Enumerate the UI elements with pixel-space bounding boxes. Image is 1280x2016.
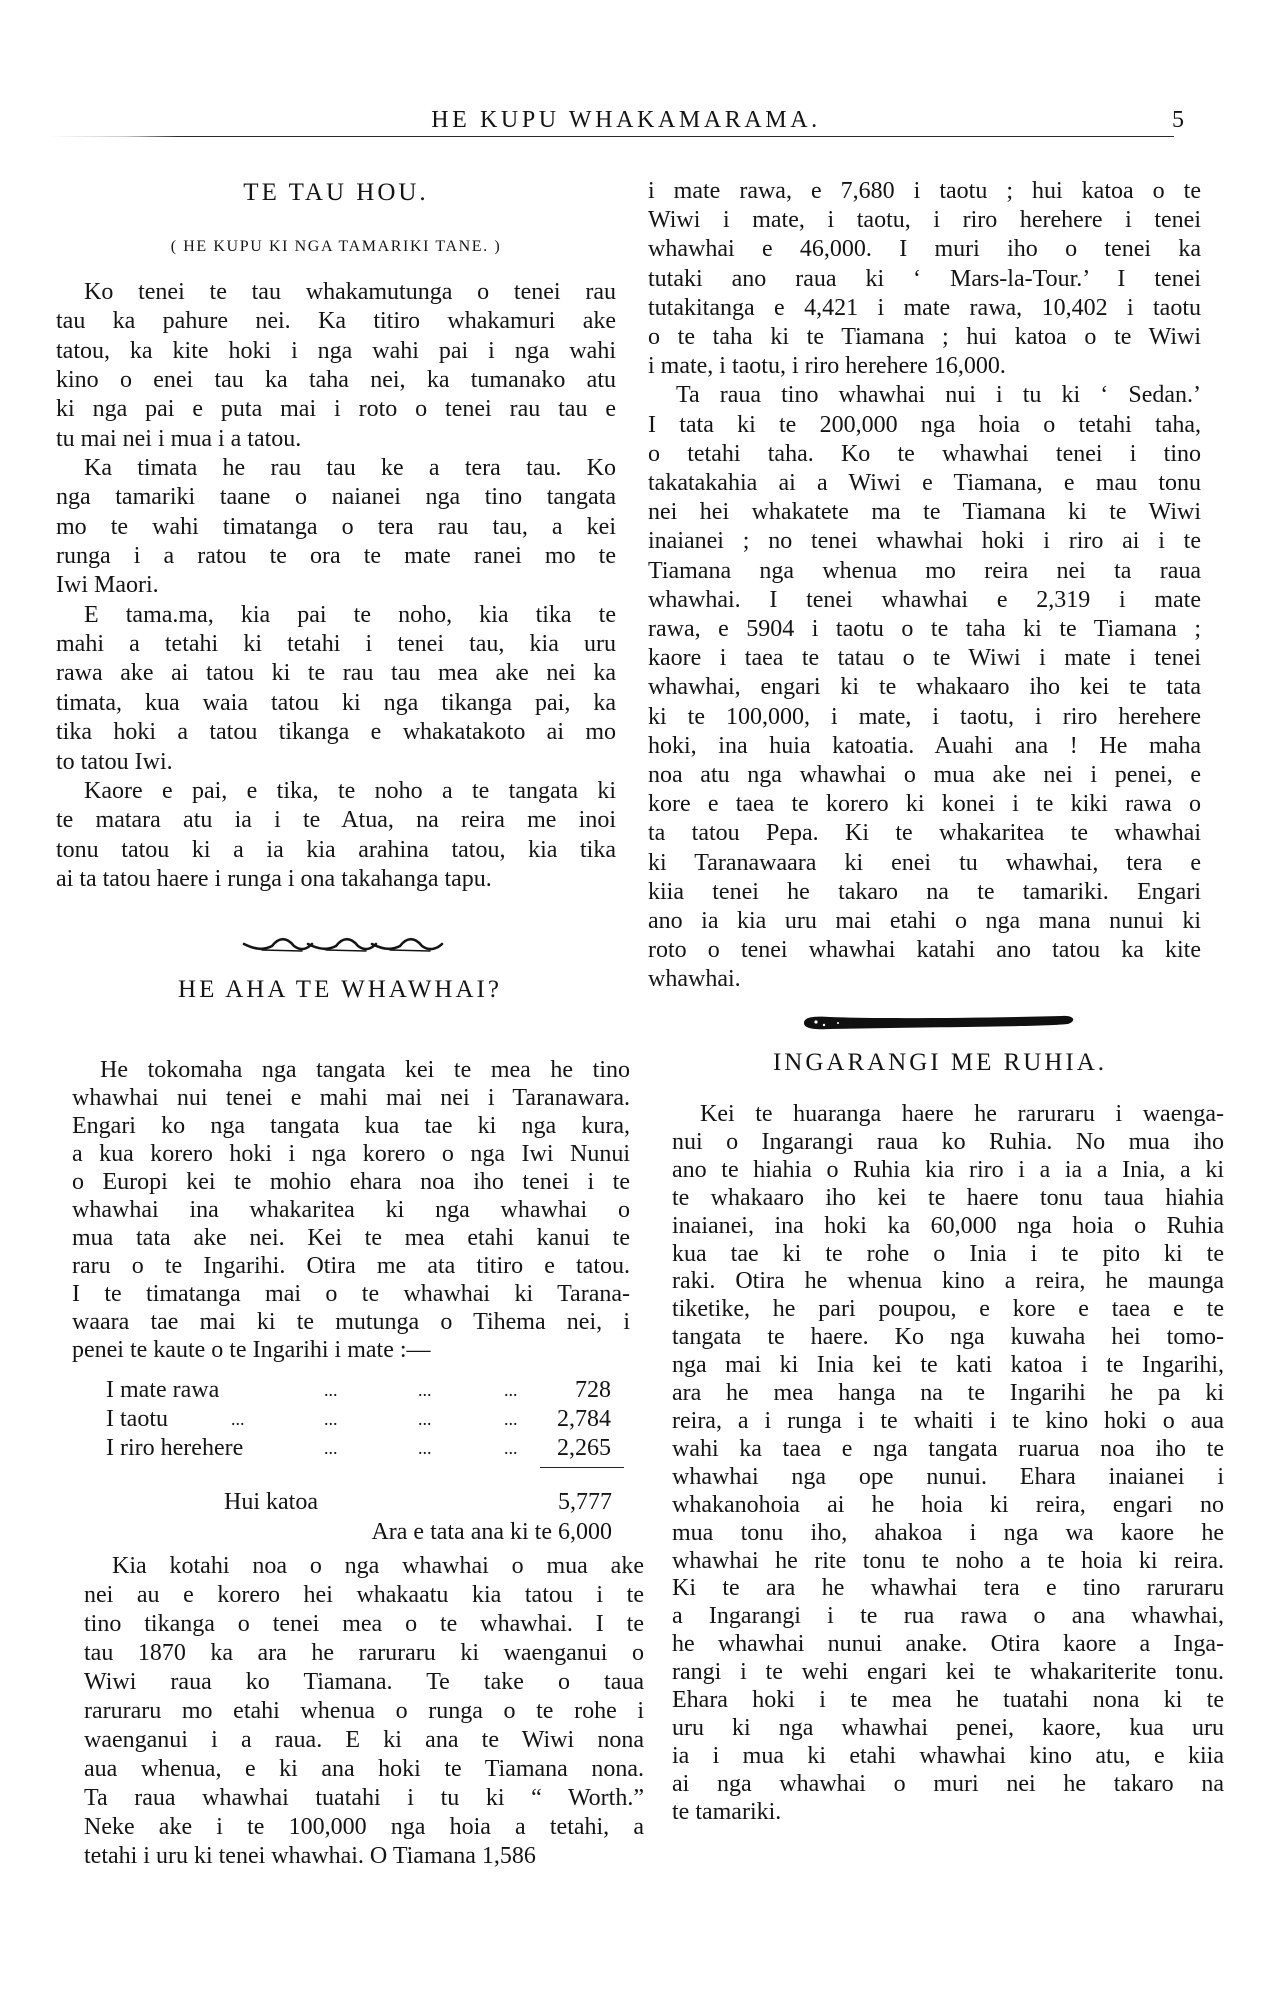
article-body-he-aha-right	[648, 177, 1201, 995]
total-label: Hui katoa	[224, 1489, 318, 1515]
text-line: Tiamana nga whenua mo reira nei ta raua	[648, 557, 1201, 584]
dot-leader: ...	[324, 1409, 338, 1429]
article-subtitle: ( HE KUPU KI NGA TAMARIKI TANE. )	[170, 238, 502, 255]
text-line: roto o tenei whawhai katahi ano tatou ka kite	[648, 937, 1201, 964]
text-line: whakanohoia ai he hoia ki reira, engari no	[672, 1491, 1224, 1518]
text-line: kore e taea te korero ki konei i te kiki rawa o	[648, 791, 1201, 818]
text-line: tutakitanga e 4,421 i mate rawa, 10,402 i taotu	[648, 294, 1201, 321]
text-line: nei hei whakatete ma te Tiamana ki te Wiwi	[648, 499, 1201, 526]
text-line: ki nga pai e puta mai i roto o tenei rau tau e	[56, 396, 616, 423]
dot-leader: ...	[504, 1409, 518, 1429]
dot-leader: ...	[418, 1438, 432, 1458]
text-line: ki Taranawaara ki enei tu whawhai, tera e	[648, 849, 1201, 876]
text-line: noa atu nga whawhai o mua ake nei i penei, e	[648, 762, 1201, 789]
text-line: tonu tatou ki a ia kia arahina tatou, kia tika	[56, 836, 616, 863]
text-line: ano te hiahia o Ruhia kia riro i a ia a Inia, a ki	[672, 1156, 1224, 1183]
text-line: o Europi kei te mohio ehara noa iho tenei i te	[72, 1169, 630, 1195]
text-line: inaianei, ina hoki ka 60,000 nga hoia o Ruhia	[672, 1212, 1224, 1239]
text-line: kaore i taea te tatau o te Wiwi i mate i tenei	[648, 645, 1201, 672]
text-line: hoki, ina huia katoatia. Auahi ana ! He maha	[648, 732, 1201, 759]
header-rule-fade	[48, 136, 178, 139]
text-line: tino tikanga o tenei mea o te whawhai. I te	[84, 1611, 644, 1637]
article-title-te-tau-hou: TE TAU HOU.	[243, 179, 429, 206]
text-line: Kaore e pai, e tika, te noho a te tangata ki	[84, 777, 616, 804]
text-line: uru ki nga whawhai penei, kaore, kua uru	[672, 1714, 1224, 1741]
text-line: nga mai ki Inia kei te kati katoa i te Ingarihi,	[672, 1352, 1224, 1379]
dot-leader: ...	[231, 1409, 245, 1429]
text-line: raruraru mo etahi whenua o runga o te rohe i	[84, 1698, 644, 1724]
article-body-ingarangi	[672, 1101, 1224, 1827]
approx-total: Ara e tata ana ki te 6,000	[371, 1519, 612, 1545]
text-line: Engari ko nga tangata kua tae ki nga kura,	[72, 1113, 630, 1139]
paragraph	[56, 278, 616, 454]
text-line: rangi i te wehi engari kei te whakariterite tonu.	[672, 1659, 1224, 1686]
text-line: wahi ka taea e nga tangata ruarua noa iho te	[672, 1435, 1224, 1462]
text-line: mo te wahi timatanga o tera rau tau, a kei	[56, 513, 616, 540]
casualty-value: 728	[575, 1377, 611, 1403]
text-line: ki te 100,000, i mate, i taotu, i riro herehere	[648, 703, 1201, 730]
dot-leader: ...	[504, 1380, 518, 1400]
text-line: tutaki ano raua ki ‘ Mars-la-Tour.’ I tenei	[648, 265, 1201, 292]
text-line: te whakaaro iho kei te haere tonu taua hiahia	[672, 1184, 1224, 1211]
text-line: runga i a ratou te ora te mate ranei mo te	[56, 543, 616, 570]
text-line: ai ta tatou haere i runga i ona takahanga tapu.	[56, 865, 492, 892]
casualty-label: I mate rawa	[106, 1377, 220, 1403]
article-title-he-aha: HE AHA TE WHAWHAI?	[178, 976, 502, 1003]
text-line: tu mai nei i mua i a tatou.	[56, 425, 302, 452]
text-line: raru o te Ingarihi. Otira me ata titiro e tatou.	[72, 1253, 630, 1279]
text-line: raki. Otira he whenua kino a reira, he maunga	[672, 1268, 1224, 1295]
dot-leader: ...	[324, 1438, 338, 1458]
text-line: i mate, i taotu, i riro herehere 16,000.	[648, 353, 1006, 380]
article-title-ingarangi: INGARANGI ME RUHIA.	[772, 1049, 1108, 1076]
text-line: o tetahi taha. Ko te whawhai tenei i tino	[648, 440, 1201, 467]
text-line: to tatou Iwi.	[56, 748, 173, 775]
rule-ornament-icon	[800, 1013, 1078, 1033]
text-line: kiia tenei he takaro na te tamariki. Engari	[648, 878, 1201, 905]
text-line: Ta raua whawhai tuatahi i tu ki “ Worth.”	[84, 1785, 644, 1811]
casualty-value: 2,784	[557, 1406, 611, 1432]
text-line: o te taha ki te Tiamana ; hui katoa o te Wiwi	[648, 324, 1201, 351]
dot-leader: ...	[418, 1409, 432, 1429]
text-line: tetahi i uru ki tenei whawhai. O Tiamana 1,586	[84, 1843, 536, 1869]
casualty-table	[106, 1376, 611, 1463]
text-line: Ehara hoki i te mea he tuatahi nona ki te	[672, 1687, 1224, 1714]
text-line: ai nga whawhai o muri nei he takaro na	[672, 1770, 1224, 1797]
text-line: te tamariki.	[672, 1798, 782, 1825]
text-line: kua tae ki te rohe o Inia i te pito ki te	[672, 1240, 1224, 1267]
text-line: inaianei ; no tenei whawhai hoki i riro ai i te	[648, 528, 1201, 555]
text-line: mahi a tetahi ki tetahi i tenei tau, kia uru	[56, 631, 616, 658]
text-line: waara tae mai ki te mutunga o Tihema nei, i	[72, 1309, 630, 1335]
dot-leader: ...	[504, 1438, 518, 1458]
text-line: te matara atu ia i te Atua, na reira me inoi	[56, 807, 616, 834]
casualty-value: 2,265	[557, 1435, 611, 1461]
text-line: whawhai nga ope nunui. Ehara inaianei i	[672, 1463, 1224, 1490]
text-line: takatakahia ai a Wiwi e Tiamana, e mau tonu	[648, 470, 1201, 497]
text-line: whawhai e 46,000. I muri iho o tenei ka	[648, 236, 1201, 263]
text-line: reira, a i runga i te whaiti i te kino hoki o aua	[672, 1407, 1224, 1434]
running-title: HE KUPU WHAKAMARAMA.	[431, 107, 821, 133]
page-number: 5	[1172, 107, 1184, 133]
paragraph	[648, 381, 1201, 994]
text-line: mua tata ake nei. Kei te mea etahi kanui te	[72, 1225, 630, 1251]
wave-ornament-icon	[242, 930, 444, 956]
paragraph	[84, 1552, 644, 1871]
paragraph	[56, 777, 616, 894]
text-line: He tokomaha nga tangata kei te mea he tino	[100, 1057, 630, 1083]
text-line: tiketike, he pari poupou, e kore e taea e te	[672, 1296, 1224, 1323]
text-line: whawhai. I tenei whawhai e 2,319 i mate	[648, 586, 1201, 613]
casualty-row	[106, 1405, 611, 1434]
paragraph	[672, 1101, 1224, 1827]
text-line: nei au e korero hei whakaatu kia tatou i te	[84, 1582, 644, 1608]
text-line: tatou, ka kite hoki i nga wahi pai i nga wahi	[56, 337, 616, 364]
text-line: waenganui i a raua. E ki ana te Wiwi nona	[84, 1727, 644, 1753]
text-line: Kia kotahi noa o nga whawhai o mua ake	[112, 1553, 644, 1579]
casualty-row	[106, 1376, 611, 1405]
text-line: whawhai ina whakaritea ki nga whawhai o	[72, 1197, 630, 1223]
header-rule	[48, 136, 1174, 137]
total-value: 5,777	[558, 1489, 612, 1515]
text-line: nga tamariki taane o naianei nga tino tangata	[56, 484, 616, 511]
text-line: tau ka pahure nei. Ka titiro whakamuri ake	[56, 308, 616, 335]
text-line: ano ia kia uru mai etahi o nga mana nunui ki	[648, 908, 1201, 935]
text-line: ia i mua ki etahi whawhai kino atu, e kiia	[672, 1742, 1224, 1769]
text-line: whawhai.	[648, 966, 741, 993]
text-line: tau 1870 ka ara he raruraru ki waenganui o	[84, 1640, 644, 1666]
text-line: he whawhai nunui anake. Otira kaore a Inga-	[672, 1631, 1224, 1658]
text-line: ta tatou Pepa. Ki te whakaritea te whawhai	[648, 820, 1201, 847]
text-line: Ki te ara he whawhai tera e tino raruraru	[672, 1575, 1224, 1602]
text-line: tangata te haere. Ko nga kuwaha hei tomo-	[672, 1324, 1224, 1351]
text-line: I tata ki te 200,000 nga hoia o tetahi taha,	[648, 411, 1201, 438]
text-line: Neke ake i te 100,000 nga hoia a tetahi, a	[84, 1814, 644, 1840]
article-body-he-aha-intro	[72, 1056, 630, 1364]
text-line: whawhai he rite tonu te noho a te hoia ki reira.	[672, 1547, 1224, 1574]
paragraph	[72, 1056, 630, 1364]
text-line: timata, kua waia tatou ki nga tikanga pai, ka	[56, 689, 616, 716]
text-line: rawa, e 5904 i taotu o te taha ki te Tiamana ;	[648, 616, 1201, 643]
text-line: Wiwi raua ko Tiamana. Te take o taua	[84, 1669, 644, 1695]
text-line: whawhai nui tenei e mahi mai nei i Taranawara.	[72, 1085, 630, 1111]
paragraph	[56, 601, 616, 777]
paragraph	[648, 177, 1201, 381]
text-line: Iwi Maori.	[56, 572, 159, 599]
text-line: a kua korero hoki i nga korero o nga Iwi Nunui	[72, 1141, 630, 1167]
text-line: Ta raua tino whawhai nui i tu ki ‘ Sedan.’	[676, 382, 1201, 409]
text-line: aua whenua, e ki ana hoki te Tiamana nona.	[84, 1756, 644, 1782]
casualty-label: I taotu	[106, 1406, 168, 1432]
text-line: nui o Ingarangi raua ko Ruhia. No mua iho	[672, 1128, 1224, 1155]
casualty-row	[106, 1434, 611, 1463]
dot-leader: ...	[418, 1380, 432, 1400]
text-line: a Ingarangi i te rua rawa o ana whawhai,	[672, 1603, 1224, 1630]
text-line: E tama.ma, kia pai te noho, kia tika te	[84, 601, 616, 628]
article-body-he-aha-left	[84, 1552, 644, 1871]
text-line: Ko tenei te tau whakamutunga o tenei rau	[84, 279, 616, 305]
text-line: mua tonu iho, ahakoa i nga wa kaore he	[672, 1519, 1224, 1546]
text-line: penei te kaute o te Ingarihi i mate :—	[72, 1337, 431, 1363]
text-line: Kei te huaranga haere he raruraru i waenga-	[700, 1101, 1224, 1127]
text-line: ara he mea hanga na te Ingarihi he pa ki	[672, 1380, 1224, 1407]
paragraph	[56, 454, 616, 601]
article-body-te-tau-hou	[56, 278, 616, 894]
text-line: i mate rawa, e 7,680 i taotu ; hui katoa o te	[648, 178, 1201, 204]
text-line: Wiwi i mate, i taotu, i riro herehere i tenei	[648, 207, 1201, 234]
casualty-label: I riro herehere	[106, 1435, 244, 1461]
sum-rule	[540, 1467, 624, 1468]
text-line: Ka timata he rau tau ke a tera tau. Ko	[84, 455, 616, 482]
text-line: I te timatanga mai o te whawhai ki Tarana-	[72, 1281, 630, 1307]
text-line: whawhai, engari ki te whakaaro iho kei te tata	[648, 674, 1201, 701]
text-line: tika hoki a tatou tikanga e whakatakoto ai mo	[56, 719, 616, 746]
text-line: kino o enei tau ka taha nei, ka tumanako atu	[56, 367, 616, 394]
dot-leader: ...	[324, 1380, 338, 1400]
text-line: rawa ake ai tatou ki te rau tau mea ake nei ka	[56, 660, 616, 687]
